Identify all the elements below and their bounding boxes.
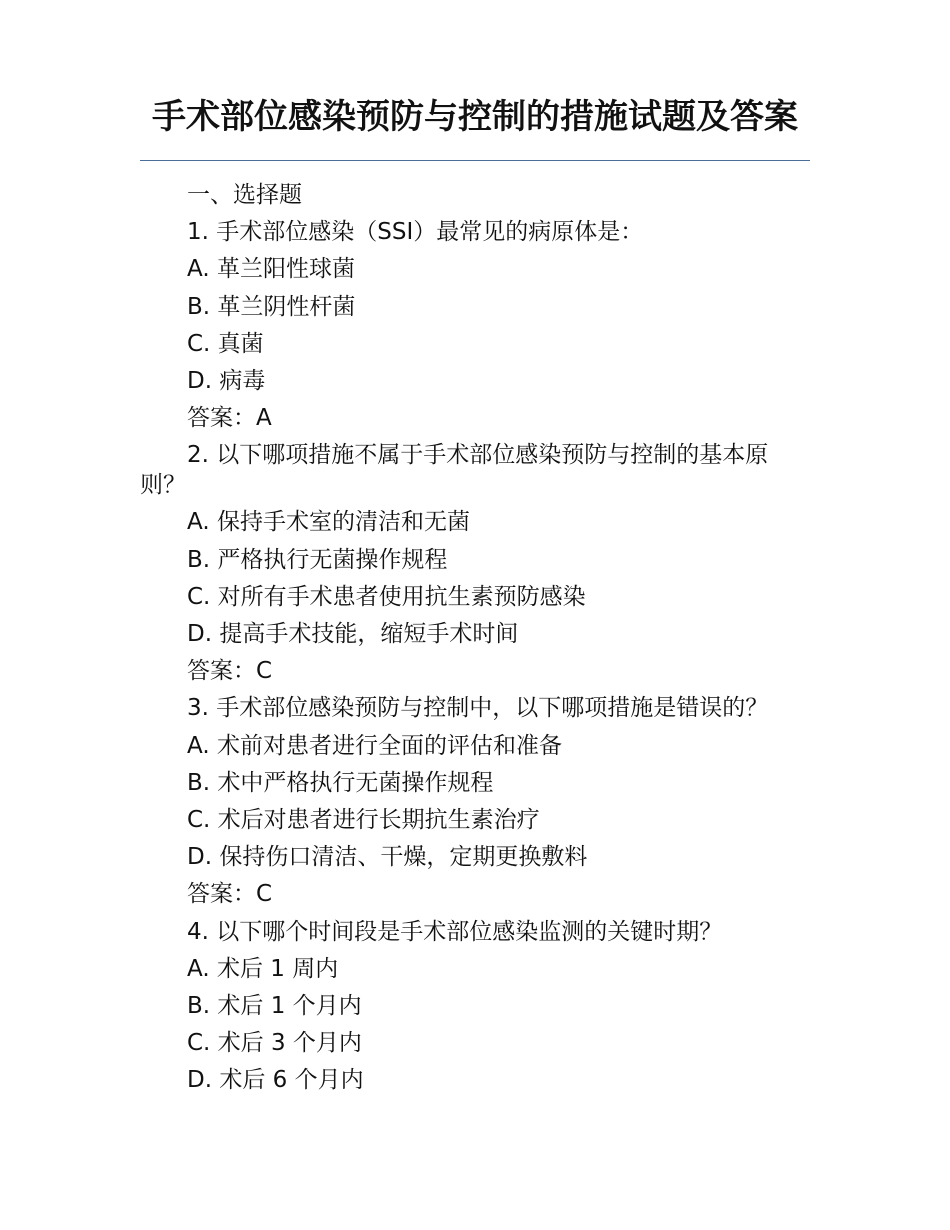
question-3-option-a: A. 术前对患者进行全面的评估和准备 — [187, 732, 562, 759]
question-2-option-d: D. 提高手术技能，缩短手术时间 — [187, 621, 519, 648]
section-heading: 一、选择题 — [187, 182, 302, 208]
question-4-option-b: B. 术后 1 个月内 — [187, 993, 362, 1020]
title-underline — [140, 160, 810, 161]
document-body — [140, 177, 812, 1100]
question-3-option-c: C. 术后对患者进行长期抗生素治疗 — [187, 807, 540, 834]
question-3-option-d: D. 保持伤口清洁、干燥，定期更换敷料 — [187, 844, 588, 871]
question-1-option-b: B. 革兰阴性杆菌 — [187, 293, 356, 320]
question-3-option-b: B. 术中严格执行无菌操作规程 — [187, 769, 494, 796]
question-2-option-c: C. 对所有手术患者使用抗生素预防感染 — [187, 583, 586, 610]
question-3-answer: 答案：C — [187, 881, 273, 908]
question-4-option-c: C. 术后 3 个月内 — [187, 1030, 362, 1057]
question-1-option-a: A. 革兰阳性球菌 — [187, 256, 355, 283]
question-2-option-a: A. 保持手术室的清洁和无菌 — [187, 509, 470, 536]
question-1-stem: 1. 手术部位感染（SSI）最常见的病原体是： — [187, 219, 644, 246]
question-2-answer: 答案：C — [187, 658, 273, 685]
question-4-option-a: A. 术后 1 周内 — [187, 955, 339, 982]
question-2-option-b: B. 严格执行无菌操作规程 — [187, 546, 448, 573]
question-4-stem: 4. 以下哪个时间段是手术部位感染监测的关键时期？ — [187, 918, 723, 945]
question-3-stem: 3. 手术部位感染预防与控制中，以下哪项措施是错误的？ — [187, 695, 769, 722]
question-4-option-d: D. 术后 6 个月内 — [187, 1067, 364, 1094]
document-title: 手术部位感染预防与控制的措施试题及答案 — [152, 97, 798, 137]
question-1-answer: 答案：A — [187, 405, 272, 432]
question-1-option-c: C. 真菌 — [187, 330, 264, 357]
question-1-option-d: D. 病毒 — [187, 368, 266, 395]
question-2-stem: 2. 以下哪项措施不属于手术部位感染预防与控制的基本原则？ — [140, 442, 769, 499]
